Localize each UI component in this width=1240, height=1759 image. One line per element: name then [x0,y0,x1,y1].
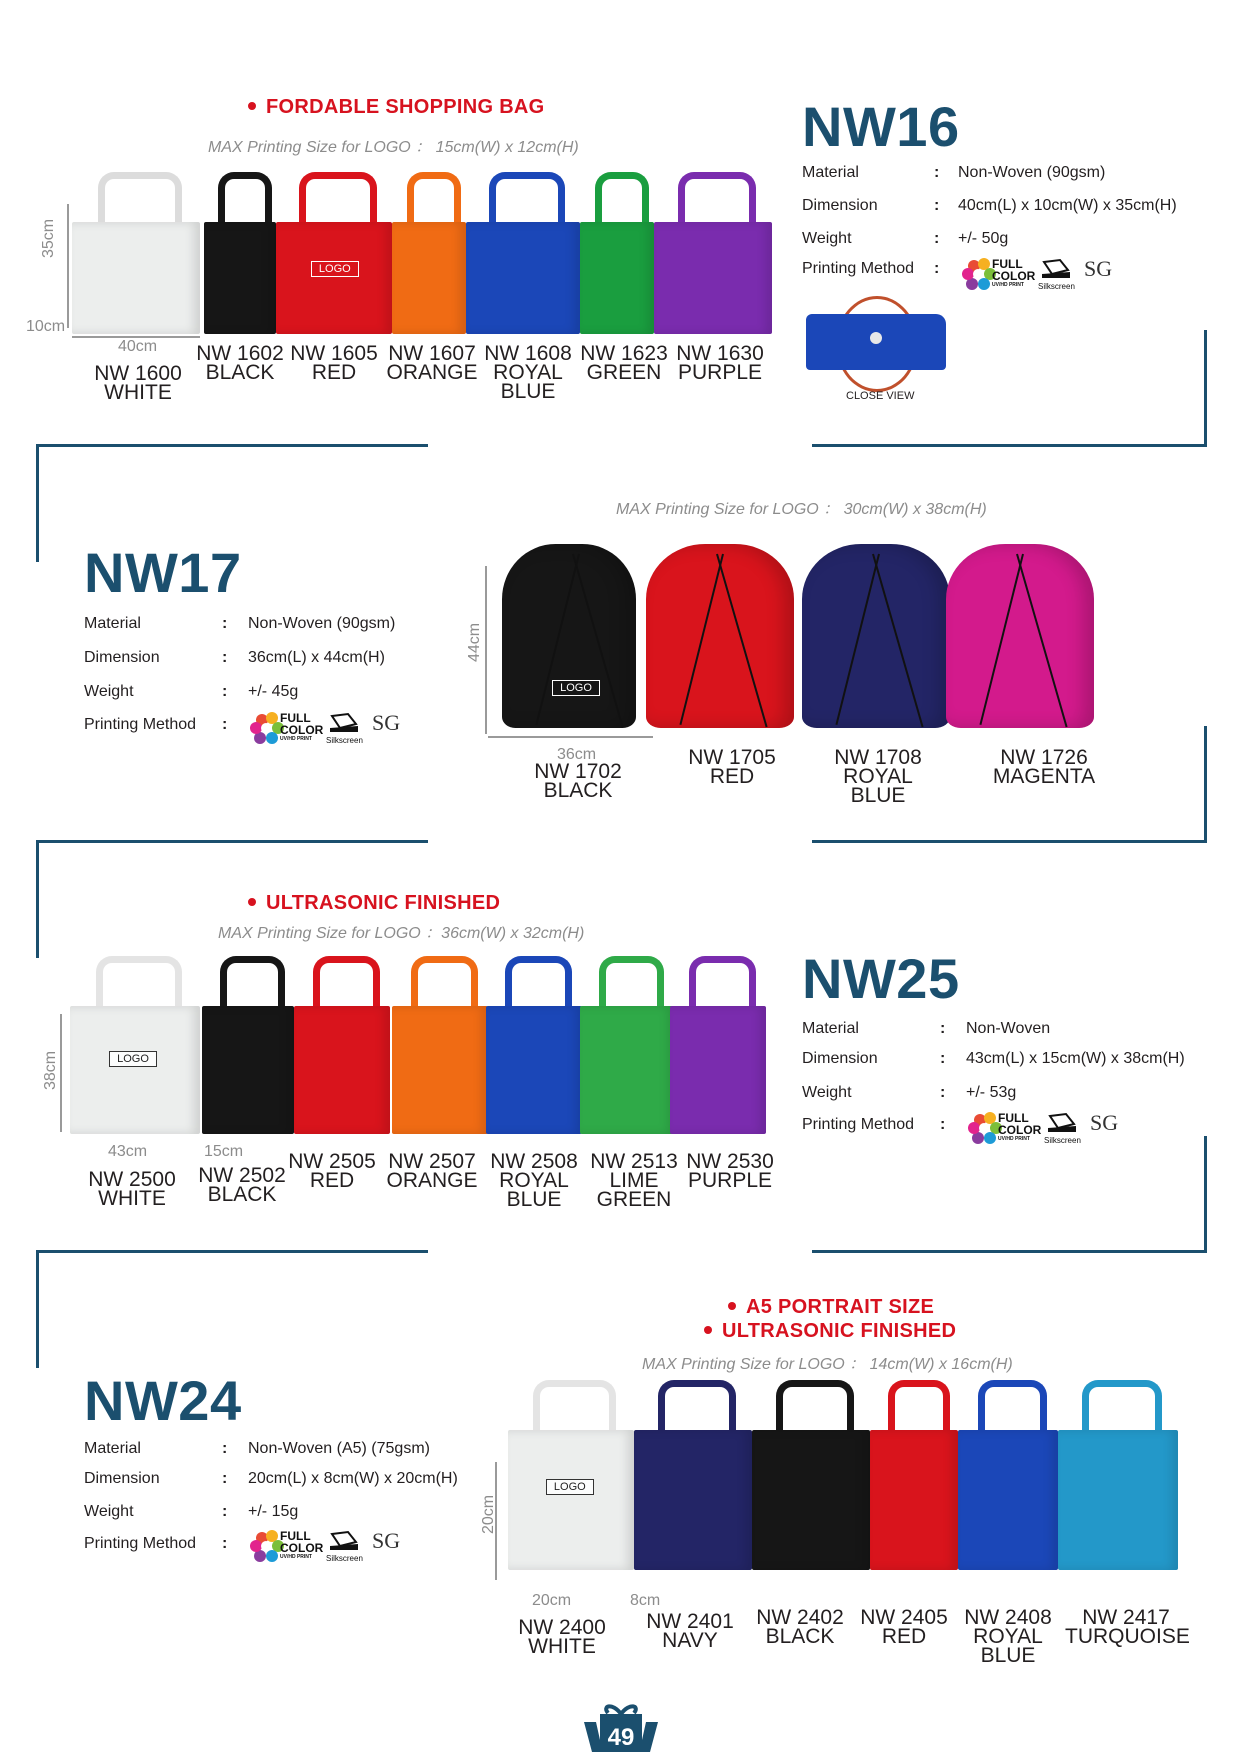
nw24-dim-depth: 8cm [630,1592,661,1609]
item-code: NW 2400 [518,1616,606,1639]
item-label [194,344,286,382]
dim-line [72,336,200,338]
item-code: NW 2502 [198,1164,286,1187]
spec-colon: : [940,1050,946,1067]
uv-print-label: UV/HD PRINT [280,1554,312,1560]
item-color-2: GREEN [596,1188,672,1211]
spec-label: Material [802,1020,859,1037]
nw17-title: NW17 [84,541,242,604]
spec-label: Dimension [84,649,160,666]
nw25-headline [248,892,500,915]
item-code: NW 2513 [590,1150,678,1173]
frame-line [36,444,39,562]
bag-image [958,1380,1058,1580]
silkscreen-icon [328,712,360,734]
nw16-max-print: MAX Printing Size for LOGO ： 15cm(W) x 12cm(H) [208,139,579,156]
logo-box: LOGO [546,1479,594,1495]
frame-line [36,840,39,958]
item-label [822,748,934,805]
item-label [988,748,1100,786]
spec-colon: : [934,164,940,181]
bag-image [294,956,390,1144]
item-code: NW 2401 [646,1610,734,1633]
nw24-headline-1-text: A5 PORTRAIT SIZE [746,1296,935,1318]
item-code: NW 2408 [964,1606,1052,1629]
spec-value: Non-Woven (A5) (75gsm) [248,1440,430,1457]
close-view-button [870,332,882,344]
item-code: NW 1708 [834,746,922,769]
item-code: NW 1607 [388,342,476,365]
bag-image [580,172,654,344]
item-color: ORANGE [386,1169,478,1192]
bullet-dot [704,1326,712,1334]
item-label [578,344,670,382]
item-color: ROYAL [499,1169,569,1192]
nw24-headline-2-text: ULTRASONIC FINISHED [722,1320,957,1342]
spec-value: 40cm(L) x 10cm(W) x 35cm(H) [958,197,1177,214]
spec-colon: : [940,1020,946,1037]
spec-colon: : [934,197,940,214]
spec-label: Dimension [802,1050,878,1067]
item-code: NW 1630 [676,342,764,365]
item-color: RED [309,1169,355,1192]
bag-image [204,172,276,344]
page-number: 49 [607,1724,635,1751]
nw25-headline-text: ULTRASONIC FINISHED [266,892,501,914]
frame-line [36,444,428,447]
item-code: NW 1702 [534,760,622,783]
item-color: WHITE [98,1187,166,1210]
item-color: RED [311,361,357,384]
spec-label: Printing Method [84,716,197,733]
item-label [582,1152,686,1209]
dim-line [60,1014,62,1132]
item-color-2: BLUE [500,380,556,403]
item-label [482,1152,586,1209]
item-label [501,1618,623,1656]
color-label: COLOR [280,1541,324,1555]
dim-line [485,566,487,734]
item-color: RED [881,1625,927,1648]
item-color-2: BLUE [980,1644,1036,1667]
spec-value: Non-Woven (90gsm) [958,164,1106,181]
item-color: NAVY [662,1629,718,1652]
spec-label: Weight [84,1503,134,1520]
item-color: BLACK [543,779,613,802]
bag-image [72,172,200,344]
item-color: LIME [609,1169,659,1192]
bag-image [70,956,200,1144]
spec-value: +/- 53g [966,1084,1017,1101]
bag-image [634,1380,752,1580]
bag-image [466,172,580,344]
logo-box: LOGO [109,1051,157,1067]
item-code: NW 1705 [688,746,776,769]
nw24-max-print: MAX Printing Size for LOGO ： 14cm(W) x 16cm(H) [642,1356,1013,1373]
item-code: NW 2402 [756,1606,844,1629]
spec-value: +/- 45g [248,683,299,700]
uv-print-label: UV/HD PRINT [992,282,1024,288]
spec-label: Dimension [802,197,878,214]
item-code: NW 1602 [196,342,284,365]
bag-body [392,1006,488,1134]
item-color: WHITE [528,1635,596,1658]
spec-colon: : [940,1084,946,1101]
bullet-dot [248,102,256,110]
spec-colon: : [222,1503,228,1520]
full-color-text [998,1112,1041,1142]
bag-body [204,222,276,334]
bag-body [654,222,772,334]
spec-value: 43cm(L) x 15cm(W) x 38cm(H) [966,1050,1185,1067]
full-color-text [280,1530,323,1560]
spec-colon: : [222,683,228,700]
item-code: NW 2505 [288,1150,376,1173]
bag-body [870,1430,958,1570]
spec-value: 20cm(L) x 8cm(W) x 20cm(H) [248,1470,458,1487]
sg-label: SG [1090,1110,1119,1135]
item-color: TURQUOISE [1065,1625,1190,1648]
drawstring-bag-image [946,544,1094,728]
color-label: COLOR [992,269,1036,283]
close-view-label: CLOSE VIEW [846,390,915,402]
spec-value: +/- 50g [958,230,1009,247]
bag-body [72,222,200,334]
bag-body [1058,1430,1178,1570]
spec-value: Non-Woven (90gsm) [248,615,396,632]
nw17-dim-height: 44cm [466,622,483,662]
spec-colon: : [934,230,940,247]
nw24-title: NW24 [84,1369,242,1432]
bag-image [1058,1380,1178,1580]
nw17-dim-width: 36cm [557,746,597,763]
bag-image [654,172,772,344]
item-label [522,762,634,800]
uv-print-label: UV/HD PRINT [998,1136,1030,1142]
spec-value: 36cm(L) x 44cm(H) [248,649,385,666]
bag-image [752,1380,870,1580]
item-label [386,344,478,382]
bag-image [870,1380,958,1580]
frame-line [812,840,1207,843]
dim-line [67,204,69,328]
frame-line [36,1250,428,1253]
bag-body [294,1006,390,1134]
item-color-2: BLUE [506,1188,562,1211]
item-color: ROYAL [493,361,563,384]
sg-label: SG [1084,256,1113,281]
nw16-title: NW16 [802,95,960,158]
item-code: NW 2530 [686,1150,774,1173]
item-code: NW 2500 [88,1168,176,1191]
item-label [674,344,766,382]
spec-label: Weight [802,230,852,247]
full-color-text [992,258,1035,288]
drawstring-bag-image [802,544,950,728]
item-label [482,344,574,401]
dim-line [488,736,653,738]
bag-body [70,1006,200,1134]
item-color: PURPLE [677,361,763,384]
spec-label: Material [84,1440,141,1457]
bag-image [392,956,488,1144]
nw24-headline-2 [704,1320,956,1343]
full-label: FULL [280,711,311,725]
item-code: NW 1605 [290,342,378,365]
item-label [678,1152,782,1190]
frame-line [1204,726,1207,842]
bag-body [392,222,466,334]
logo-box: LOGO [311,261,359,277]
spec-label: Printing Method [84,1535,197,1552]
item-code: NW 2405 [860,1606,948,1629]
bag-image [580,956,674,1144]
item-color: ROYAL [973,1625,1043,1648]
frame-line [36,1250,39,1368]
spec-colon: : [222,1440,228,1457]
item-code: NW 1608 [484,342,572,365]
spec-label: Material [802,164,859,181]
silkscreen-icon [1046,1112,1078,1134]
item-code: NW 1726 [1000,746,1088,769]
frame-line [36,840,428,843]
nw17-max-print: MAX Printing Size for LOGO ： 30cm(W) x 38cm(H) [616,501,987,518]
sg-label: SG [372,710,401,735]
bag-body [580,222,654,334]
sg-label: SG [372,1528,401,1553]
spec-label: Material [84,615,141,632]
bullet-dot [248,898,256,906]
item-color: GREEN [586,361,662,384]
item-color: PURPLE [687,1169,773,1192]
spec-value: +/- 15g [248,1503,299,1520]
item-color: BLACK [765,1625,835,1648]
full-label: FULL [280,1529,311,1543]
spec-label: Weight [84,683,134,700]
item-code: NW 2508 [490,1150,578,1173]
logo-box: LOGO [552,680,600,696]
spec-colon: : [934,260,940,277]
color-label: COLOR [280,723,324,737]
frame-line [1204,330,1207,446]
frame-line [812,1250,1207,1253]
uv-print-label: UV/HD PRINT [280,736,312,742]
full-label: FULL [998,1111,1029,1125]
spec-label: Dimension [84,1470,160,1487]
item-color: BLACK [205,361,275,384]
nw25-dim-height: 38cm [42,1050,59,1090]
spec-colon: : [222,649,228,666]
item-code: NW 1623 [580,342,668,365]
page-number-badge [578,1700,664,1754]
bag-image [392,172,466,344]
silkscreen-label: Silkscreen [326,1554,363,1563]
bag-body [486,1006,582,1134]
bag-body [580,1006,674,1134]
silkscreen-icon [1040,258,1072,280]
item-code: NW 2417 [1082,1606,1170,1629]
item-label [629,1612,751,1650]
item-label [1065,1606,1190,1648]
item-color: ORANGE [386,361,478,384]
nw25-dim-depth: 15cm [204,1143,244,1160]
bag-body [508,1430,634,1570]
silkscreen-label: Silkscreen [1038,282,1075,291]
bag-image [486,956,582,1144]
spec-label: Printing Method [802,260,915,277]
nw16-dim-width: 40cm [118,338,158,355]
spec-label: Printing Method [802,1116,915,1133]
nw25-title: NW25 [802,947,960,1010]
item-label [280,1152,384,1190]
nw25-dim-width: 43cm [108,1143,148,1160]
spec-colon: : [222,615,228,632]
spec-value: Non-Woven [966,1020,1051,1037]
item-label [92,364,184,402]
bullet-dot [728,1302,736,1310]
item-color: WHITE [104,381,172,404]
nw24-dim-height: 20cm [480,1494,497,1534]
color-label: COLOR [998,1123,1042,1137]
bag-body [752,1430,870,1570]
bag-body [466,222,580,334]
full-color-text [280,712,323,742]
spec-colon: : [222,1470,228,1487]
frame-line [812,444,1207,447]
silkscreen-label: Silkscreen [1044,1136,1081,1145]
silkscreen-icon [328,1530,360,1552]
item-color-2: BLUE [850,784,906,807]
spec-colon: : [222,716,228,733]
item-code: NW 1600 [94,362,182,385]
item-color: RED [709,765,755,788]
nw16-dim-height: 35cm [40,218,57,258]
nw16-headline [248,96,545,119]
bag-body [958,1430,1058,1570]
item-color: MAGENTA [992,765,1096,788]
nw16-dim-depth: 10cm [26,318,66,335]
item-color: BLACK [207,1183,277,1206]
full-label: FULL [992,257,1023,271]
item-label [288,344,380,382]
item-label [380,1152,484,1190]
item-code: NW 2507 [388,1150,476,1173]
bag-image [202,956,294,1144]
item-label [947,1608,1069,1665]
nw16-headline-text: FORDABLE SHOPPING BAG [266,96,545,118]
silkscreen-label: Silkscreen [326,736,363,745]
bag-image [276,172,392,344]
spec-colon: : [940,1116,946,1133]
drawstring-bag-image [646,544,794,728]
spec-label: Weight [802,1084,852,1101]
bag-body [202,1006,294,1134]
nw24-dim-width: 20cm [532,1592,572,1609]
bag-image [670,956,766,1144]
item-color: ROYAL [843,765,913,788]
item-label [80,1170,184,1208]
close-view-image [806,294,946,402]
item-label [190,1166,294,1204]
nw25-max-print: MAX Printing Size for LOGO ：36cm(W) x 32cm(H) [218,925,585,942]
nw24-headline-1 [728,1296,934,1319]
spec-colon: : [222,1535,228,1552]
bag-body [670,1006,766,1134]
bag-image [508,1380,634,1580]
item-label [676,748,788,786]
bag-body [276,222,392,334]
bag-body [634,1430,752,1570]
